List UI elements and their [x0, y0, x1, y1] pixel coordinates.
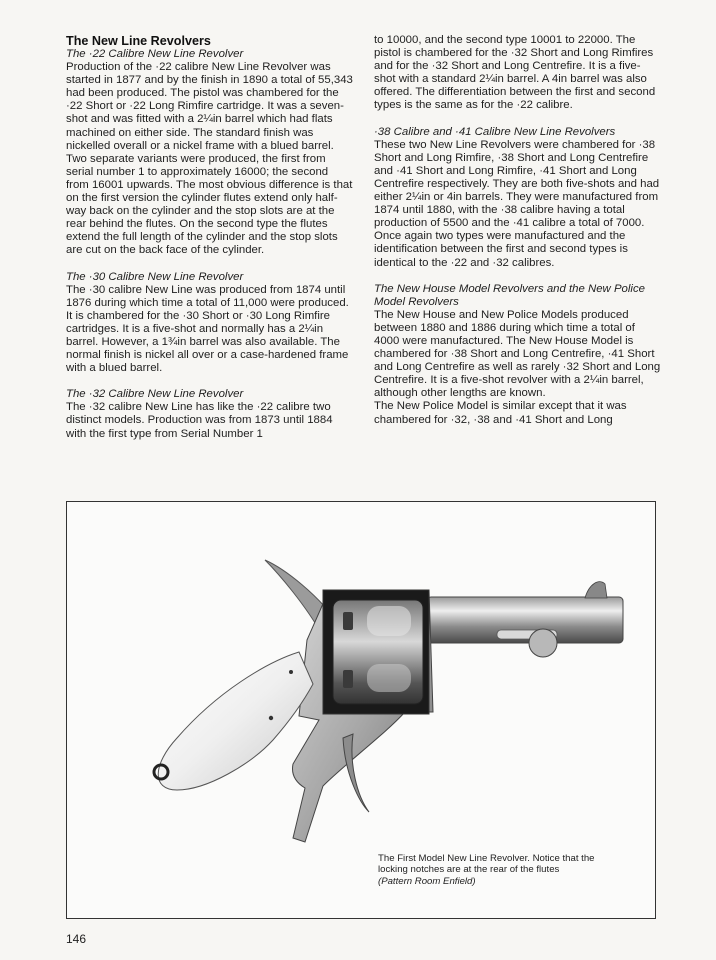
cylinder-flute — [367, 664, 411, 692]
figure-caption — [378, 853, 613, 887]
paragraph-police-model: The New Police Model is similar except that it was chambered for ·32, ·38 and ·41 Short and Long — [374, 400, 627, 426]
left-column — [66, 34, 354, 441]
paragraph-38-41-calibre: These two New Line Revolvers were chambered for ·38 Short and Long Rimfire, ·38 Short and Long Centrefire and ·41 Short and Long Rimfire, ·41 Short and Long Centrefire respectively. They are both five-shots and had either 2¼in or 4in barrels. They were manufactured from 1874 until 1880, with the ·38 calibre having a total production of 5500 and the ·41 calibre a total of 7000. Once again two types were manufactured and the identification between the first and second types is identical to the ·22 and ·32 calibres. — [374, 138, 660, 269]
ejector-knob — [529, 629, 557, 657]
subheading-30-calibre: The ·30 Calibre New Line Revolver — [66, 270, 244, 283]
subheading-22-calibre: The ·22 Calibre New Line Revolver — [66, 48, 244, 60]
cylinder-notch — [343, 612, 353, 630]
paragraph-22-calibre: Production of the ·22 calibre New Line Revolver was started in 1877 and by the finish in 1890 a total of 55,343 had been produced. The pistol was chambered for the ·22 Short or ·22 Long Rimfire cartridge. It was a seven-shot and was fitted with a 2¼in barrel which had flats machined on either side. The standard finish was nickelled overall or a nickel frame with a blued barrel. Two separate variants were produced, the first from serial number 1 to approximately 16000; the second from 16001 upwards. The most obvious difference is that on the first version the cylinder flutes extend only half-way back on the cylinder and the stop slots are at the rear behind the flutes. On the second type the flutes extend the full length of the cylinder and the stop slots are cut on the back face of the cylinder. — [66, 61, 353, 257]
front-sight — [585, 582, 607, 598]
frame-screw — [289, 670, 293, 674]
revolver-figure — [66, 501, 656, 919]
paragraph-32-calibre-continued: to 10000, and the second type 10001 to 22000. The pistol is chambered for the ·32 Short and Long Rimfires and for the ·32 Short and Long Centrefire. It is a five-shot with a standard 2¼in barrel. A 4in barrel was also offered. The differentiation between the first and second types is the same as for the ·22 calibre. — [374, 34, 656, 112]
caption-text: The First Model New Line Revolver. Notice that the locking notches are at the rear of the flutes — [378, 853, 595, 876]
section-title: The New Line Revolvers — [66, 34, 211, 48]
paragraph-32-calibre: The ·32 calibre New Line has like the ·22 calibre two distinct models. Production was from 1873 until 1884 with the first type from Serial Number 1 — [66, 401, 333, 440]
subheading-38-41-calibre: ·38 Calibre and ·41 Calibre New Line Revolvers — [374, 125, 616, 138]
cylinder-notch — [343, 670, 353, 688]
paragraph-30-calibre: The ·30 calibre New Line was produced from 1874 until 1876 during which time a total of 11,000 were produced. It is chambered for the ·30 Short or ·30 Long Rimfire cartridges. It is a five-shot and normally has a 2¼in barrel. However, a 1¾in barrel was also available. The normal finish is nickel all over or a case-hardened frame with a blued barrel. — [66, 283, 349, 375]
subheading-house-police-models: The New House Model Revolvers and the New Police Model Revolvers — [374, 282, 645, 308]
subheading-32-calibre: The ·32 Calibre New Line Revolver — [66, 388, 244, 401]
page-number: 146 — [66, 932, 87, 946]
cylinder-flute — [367, 606, 411, 636]
right-column — [374, 34, 662, 427]
paragraph-house-police-models: The New House and New Police Models produced between 1880 and 1886 during which time a total of 4000 were manufactured. The New House Model is chambered for ·38 Short and Long Centrefire, ·41 Short and Long Centrefire as well as rarely ·32 Short and Long Centrefire. It is a five-shot revolver with a 2¼in barrel, although other lengths are known. — [374, 308, 661, 400]
caption-credit: (Pattern Room Enfield) — [378, 875, 476, 887]
frame-screw — [269, 716, 273, 720]
